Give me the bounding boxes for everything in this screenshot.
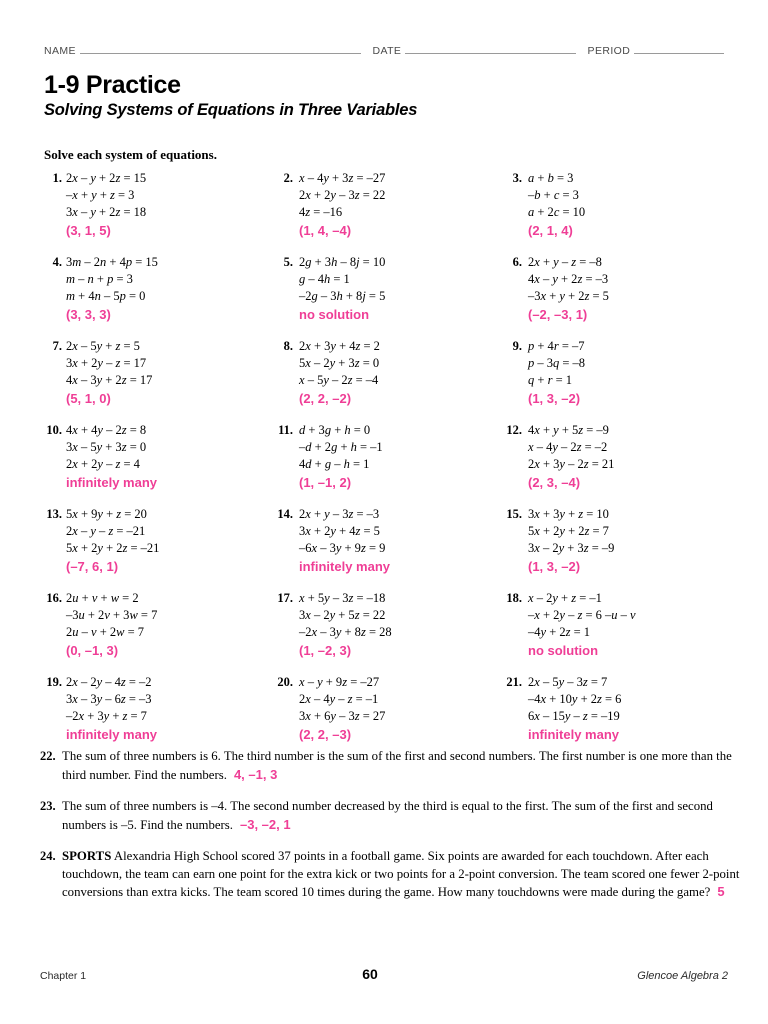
footer-book-title: Glencoe Algebra 2: [637, 970, 729, 982]
word-problem-category-tag: SPORTS: [62, 849, 112, 863]
equation-line: 3x + 2y + 4z = 5: [299, 524, 380, 538]
equation-line: x – 4y – 2z = –2: [528, 440, 608, 454]
answer-text: (–2, –3, 1): [528, 307, 588, 322]
student-info-line: [44, 44, 724, 57]
problem-item: [44, 674, 273, 754]
problem-number: 2.: [283, 171, 293, 185]
equation-line: 2u + v + w = 2: [66, 591, 139, 605]
equation-line: 3x – 2y + 5z = 22: [299, 608, 386, 622]
answer-text: (1, –2, 3): [299, 643, 352, 658]
equation-line: 4z = –16: [299, 205, 343, 219]
problem-item: [273, 338, 502, 418]
equation-line: 2x + y – 3z = –3: [299, 507, 380, 521]
equation-line: 3x – 3y – 6z = –3: [66, 692, 152, 706]
answer-text: (2, 1, 4): [528, 223, 573, 238]
equation-line: 4x + y + 5z = –9: [528, 423, 609, 437]
problem-number: 10.: [46, 423, 62, 437]
problem-number: 16.: [46, 591, 62, 605]
equation-line: 3x – 2y + 3z = –9: [528, 541, 615, 555]
word-problem-answer: 5: [717, 884, 725, 899]
equation-line: 2x + 2y – 3z = 22: [299, 188, 386, 202]
equation-line: 3x + 3y + z = 10: [528, 507, 609, 521]
equation-line: –2g – 3h + 8j = 5: [299, 289, 386, 303]
equation-line: g – 4h = 1: [299, 272, 350, 286]
answer-text: (2, 2, –2): [299, 391, 352, 406]
equation-line: x – 2y + z = –1: [528, 591, 602, 605]
equation-line: 2x – 2y – 4z = –2: [66, 675, 152, 689]
problem-item: [44, 170, 273, 250]
equation-line: x + 5y – 3z = –18: [299, 591, 386, 605]
problem-item: [44, 422, 273, 502]
problem-number: 17.: [277, 591, 293, 605]
word-problem-number: 24.: [40, 849, 56, 863]
problem-item: [273, 506, 502, 586]
page-footer: [40, 966, 728, 982]
answer-text: (3, 3, 3): [66, 307, 111, 322]
problem-item: [502, 254, 731, 334]
equation-line: –x + 2y – z = 6 –u – v: [528, 608, 636, 622]
problem-item: [502, 590, 731, 670]
answer-text: no solution: [528, 643, 599, 658]
equation-line: x – y + 9z = –27: [299, 675, 380, 689]
problem-item: [273, 170, 502, 250]
equation-line: –b + c = 3: [528, 188, 579, 202]
problem-item: [502, 338, 731, 418]
equation-line: 3x + 6y – 3z = 27: [299, 709, 386, 723]
problem-row: [44, 170, 744, 250]
word-problem-number: 23.: [40, 799, 56, 813]
equation-line: 5x + 2y + 2z = –21: [66, 541, 160, 555]
equation-line: d + 3g + h = 0: [299, 423, 371, 437]
problem-number: 4.: [52, 255, 62, 269]
answer-text: (0, –1, 3): [66, 643, 119, 658]
word-problem-text: The sum of three numbers is –4. The second number decreased by the third is equal to the first. The sum of the first and second numbers is –5. Find the numbers.: [62, 799, 713, 832]
equation-line: p + 4r = –7: [528, 339, 585, 353]
problem-number: 18.: [506, 591, 522, 605]
answer-text: infinitely many: [66, 727, 158, 742]
answer-text: infinitely many: [66, 475, 158, 490]
problem-item: [44, 506, 273, 586]
answer-text: (3, 1, 5): [66, 223, 111, 238]
problem-item: [273, 590, 502, 670]
problem-item: [273, 422, 502, 502]
word-problem-body: [62, 798, 748, 834]
equation-line: –3u + 2v + 3w = 7: [66, 608, 158, 622]
answer-text: (1, 3, –2): [528, 391, 581, 406]
problem-number: 12.: [506, 423, 522, 437]
equation-line: 6x – 15y – z = –19: [528, 709, 620, 723]
problem-number: 7.: [52, 339, 62, 353]
equation-line: 2x – y + 2z = 15: [66, 171, 147, 185]
equation-line: –x + y + z = 3: [66, 188, 135, 202]
equation-line: 2x + 3y + 4z = 2: [299, 339, 380, 353]
problem-item: [273, 254, 502, 334]
problem-number: 21.: [506, 675, 522, 689]
word-problem-item: [40, 748, 748, 784]
equation-line: 2x – 4y – z = –1: [299, 692, 379, 706]
equation-line: –4x + 10y + 2z = 6: [528, 692, 622, 706]
answer-text: (1, –1, 2): [299, 475, 352, 490]
problem-number: 20.: [277, 675, 293, 689]
footer-page-number: 60: [362, 966, 378, 982]
equation-line: –2x + 3y + z = 7: [66, 709, 147, 723]
word-problem-answer: 4, –1, 3: [233, 766, 278, 782]
answer-text: infinitely many: [528, 727, 620, 742]
word-problem-text: Alexandria High School scored 37 points in a football game. Six points are awarded for each touchdown. After each touchdown, the team can earn one point for the extra kick or two points for a 2-point conversion. The team scored one fewer 2-point conversions than extra kicks. The team scored 10 times during the game. How many touchdowns were made during the game?: [62, 849, 740, 899]
period-label: PERIOD: [587, 45, 631, 57]
equation-line: 2x + 3y – 2z = 21: [528, 457, 615, 471]
equation-line: q + r = 1: [528, 373, 572, 387]
equation-line: 4d + g – h = 1: [299, 457, 370, 471]
equation-line: m + 4n – 5p = 0: [66, 289, 146, 303]
footer-chapter: Chapter 1: [40, 970, 87, 982]
problem-number: 14.: [277, 507, 293, 521]
problem-number: 5.: [283, 255, 293, 269]
problem-item: [44, 590, 273, 670]
word-problem-body: [62, 748, 748, 784]
problem-row: [44, 674, 744, 754]
name-write-in-field[interactable]: [80, 44, 361, 54]
problem-number: 8.: [283, 339, 293, 353]
word-problem-text: The sum of three numbers is 6. The third number is the sum of the first and second numbers. The first number is one more than the third number. Find the numbers.: [62, 749, 732, 782]
equation-line: –4y + 2z = 1: [528, 625, 591, 639]
problem-row: [44, 254, 744, 334]
word-problem-number: 22.: [40, 749, 56, 763]
equation-line: –d + 2g + h = –1: [299, 440, 383, 454]
equation-line: p – 3q = –8: [528, 356, 586, 370]
equation-line: 2x – 5y – 3z = 7: [528, 675, 608, 689]
equation-line: –3x + y + 2z = 5: [528, 289, 609, 303]
period-write-in-field[interactable]: [634, 44, 724, 54]
word-problem-body: [62, 848, 748, 902]
problem-row: [44, 506, 744, 586]
equation-line: 2u – v + 2w = 7: [66, 625, 145, 639]
answer-text: (2, 3, –4): [528, 475, 581, 490]
problem-row: [44, 338, 744, 418]
answer-text: (1, 4, –4): [299, 223, 352, 238]
problem-number: 6.: [512, 255, 522, 269]
page-subtitle: Solving Systems of Equations in Three Variables: [44, 101, 418, 120]
problem-item: [502, 422, 731, 502]
problem-grid: [44, 170, 744, 758]
answer-text: (2, 2, –3): [299, 727, 352, 742]
word-problem-item: [40, 848, 748, 902]
problem-row: [44, 422, 744, 502]
equation-line: 3x – 5y + 3z = 0: [66, 440, 147, 454]
equation-line: a + b = 3: [528, 171, 574, 185]
answer-text: no solution: [299, 307, 370, 322]
problem-number: 15.: [506, 507, 522, 521]
problem-row: [44, 590, 744, 670]
problem-item: [502, 674, 731, 754]
equation-line: 4x – y + 2z = –3: [528, 272, 609, 286]
name-label: NAME: [44, 45, 76, 57]
date-label: DATE: [372, 45, 402, 57]
equation-line: 2x + 2y – z = 4: [66, 457, 140, 471]
problem-item: [44, 254, 273, 334]
problem-number: 19.: [46, 675, 62, 689]
equation-line: 5x + 2y + 2z = 7: [528, 524, 609, 538]
answer-text: (1, 3, –2): [528, 559, 581, 574]
equation-line: 2x + y – z = –8: [528, 255, 602, 269]
equation-line: 3x + 2y – z = 17: [66, 356, 147, 370]
problem-number: 13.: [46, 507, 62, 521]
word-problem-item: [40, 798, 748, 834]
equation-line: 4x – 3y + 2z = 17: [66, 373, 153, 387]
equation-line: –6x – 3y + 9z = 9: [299, 541, 386, 555]
equation-line: 5x + 9y + z = 20: [66, 507, 147, 521]
problem-item: [44, 338, 273, 418]
equation-line: 2x – y – z = –21: [66, 524, 146, 538]
equation-line: 4x + 4y – 2z = 8: [66, 423, 147, 437]
problem-item: [502, 170, 731, 250]
directions-text: Solve each system of equations.: [44, 147, 217, 162]
equation-line: 2g + 3h – 8j = 10: [299, 255, 386, 269]
problem-number: 11.: [278, 423, 293, 437]
title-block: [44, 72, 417, 120]
problem-number: 9.: [512, 339, 522, 353]
equation-line: 5x – 2y + 3z = 0: [299, 356, 380, 370]
equation-line: –2x – 3y + 8z = 28: [299, 625, 392, 639]
word-problem-list: [40, 748, 748, 916]
answer-text: infinitely many: [299, 559, 391, 574]
answer-text: (5, 1, 0): [66, 391, 111, 406]
equation-line: 2x – 5y + z = 5: [66, 339, 140, 353]
date-write-in-field[interactable]: [405, 44, 575, 54]
equation-line: 3x – y + 2z = 18: [66, 205, 147, 219]
page-title: 1-9 Practice: [44, 71, 181, 99]
problem-number: 3.: [512, 171, 522, 185]
equation-line: 3m – 2n + 4p = 15: [66, 255, 158, 269]
problem-item: [273, 674, 502, 754]
equation-line: m – n + p = 3: [66, 272, 133, 286]
word-problem-answer: –3, –2, 1: [239, 816, 291, 832]
problem-number: 1.: [52, 171, 62, 185]
answer-text: (–7, 6, 1): [66, 559, 119, 574]
equation-line: a + 2c = 10: [528, 205, 586, 219]
equation-line: x – 4y + 3z = –27: [299, 171, 386, 185]
equation-line: x – 5y – 2z = –4: [299, 373, 379, 387]
problem-item: [502, 506, 731, 586]
